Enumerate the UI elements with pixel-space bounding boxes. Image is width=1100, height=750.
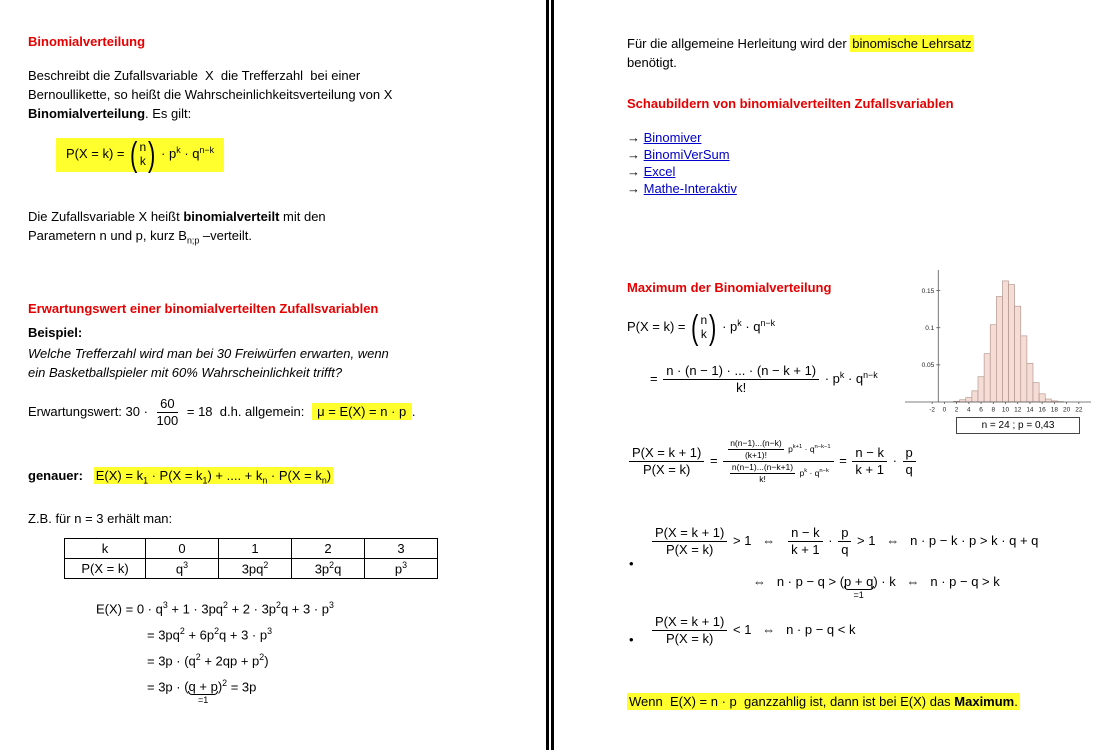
table-value-row: [65, 559, 438, 579]
chart-caption: n = 24 ; p = 0,43: [956, 417, 1080, 434]
binomial-histogram: [903, 266, 1093, 416]
table-header-cell: 0: [146, 539, 219, 559]
links-list: [627, 130, 737, 198]
table-cell: $q^3$: [146, 559, 219, 579]
svg-text:22: 22: [1075, 406, 1083, 414]
link-item: [627, 164, 737, 181]
table-header-cell: k: [65, 539, 146, 559]
section-title-schaubilder: Schaubildern von binomialverteilten Zufallsvariablen: [627, 96, 954, 111]
link-item: [627, 181, 737, 198]
table-cell: $p^3$: [365, 559, 438, 579]
decrease-condition-line: $\frac{P(X = k + 1)}{P(X = k)}$ < 1 ⇔ n · p − q < k: [650, 614, 855, 648]
bullet-icon: •: [629, 556, 634, 571]
svg-text:14: 14: [1026, 406, 1034, 414]
svg-text:18: 18: [1050, 406, 1059, 414]
pmf-formula-line-2: = $\frac{n \cdot (n - 1) \cdot ... \cdot (n - k + 1)}{k!}$ · $p^k \cdot q^{n-k}$: [650, 363, 878, 396]
derivation-line-1: $E(X) = 0 \cdot q^3 + 1 \cdot 3pq^2 + 2 \cdot 3p^2q + 3 \cdot p^3$: [96, 600, 334, 617]
svg-text:-2: -2: [929, 406, 936, 414]
svg-text:8: 8: [991, 406, 996, 414]
beispiel-label: Beispiel:: [28, 325, 83, 340]
svg-text:0.05: 0.05: [921, 362, 935, 370]
column-divider-right-rule: [551, 0, 554, 750]
bullet-icon: •: [629, 632, 634, 647]
increase-condition-line-1: $\frac{P(X = k + 1)}{P(X = k)}$ > 1 ⇔ $\frac{n - k}{k + 1}$ · $\frac{p}{q}$ > 1 ⇔ n · p − k · p > k · q + q: [650, 525, 1038, 559]
maximum-conclusion: Wenn E(X) = n · p ganzzahlig ist, dann ist bei E(X) das Maximum.: [629, 694, 1018, 709]
svg-text:0.1: 0.1: [925, 325, 935, 333]
svg-text:0.15: 0.15: [921, 287, 935, 295]
link-mathe-interaktiv[interactable]: Mathe-Interaktiv: [643, 181, 737, 196]
beispiel-question: Welche Trefferzahl wird man bei 30 Freiwürfen erwarten, wenn ein Basketballspieler mit 60% Wahrscheinlichkeit trifft?: [28, 346, 389, 380]
section-title-binomialverteilung: Binomialverteilung: [28, 34, 146, 49]
svg-text:20: 20: [1062, 406, 1071, 414]
link-excel[interactable]: Excel: [643, 164, 676, 179]
ratio-formula: $\frac{P(X = k + 1)}{P(X = k)}$ = $\frac{n(n-1)...(n-k)}{(k+1)!}$ $p^{k+1} \cdot q^{n-k-1}$ $\frac{n(n-1)...(n-k+1)}{k!}$ $p^k \cdot q^{n-k}$ = $\frac{n - k}{k + 1}$ · $\frac{p}{q}$: [627, 438, 918, 485]
arrow-icon: →: [627, 181, 640, 196]
derivation-line-3: = $3p \cdot (q^2 + 2qp + p^2)$: [147, 652, 269, 669]
arrow-icon: →: [627, 130, 640, 145]
section-title-erwartungswert: Erwartungswert einer binomialverteilten Zufallsvariablen: [28, 301, 379, 316]
genauer-label: genauer:: [28, 468, 83, 483]
link-item: [627, 147, 737, 164]
binomialverteilt-paragraph: Die Zufallsvariable X heißt binomialverteilt mit den Parametern n und p, kurz $B_{n;p}$ –verteilt.: [28, 209, 326, 246]
table-header-row: [65, 539, 438, 559]
section-title-maximum: Maximum der Binomialverteilung: [627, 280, 832, 295]
link-binomiversum[interactable]: BinomiVerSum: [643, 147, 730, 162]
erwartungswert-formula-line: Erwartungswert: 30 · $\frac{60}{100}$ = 18 d.h. allgemein: μ = E(X) = n · p .: [28, 396, 416, 429]
derivation-line-4: = 3p · (q + p) =1 $^2$ = 3p: [147, 678, 257, 706]
herleitung-paragraph: Für die allgemeine Herleitung wird der binomische Lehrsatz benötigt.: [627, 36, 972, 70]
svg-text:4: 4: [967, 406, 971, 414]
svg-text:2: 2: [954, 406, 959, 414]
arrow-icon: →: [627, 164, 640, 179]
table-header-cell: 2: [292, 539, 365, 559]
table-header-cell: 1: [219, 539, 292, 559]
genauer-formula: $E(X) = k_1 \cdot P(X = k_1)$ + .... + $k_n \cdot P(X = k_n)$: [95, 468, 332, 486]
column-divider-left-rule: [546, 0, 549, 750]
svg-text:16: 16: [1038, 406, 1046, 414]
table-header-cell: 3: [365, 539, 438, 559]
probability-table: [64, 538, 438, 579]
link-binomiver[interactable]: Binomiver: [643, 130, 702, 145]
increase-condition-line-2: ⇔ n · p − q > (p + q) =1 · k ⇔ n · p − q > k: [753, 574, 1000, 600]
table-cell: $3p^2q$: [292, 559, 365, 579]
table-cell: $3pq^2$: [219, 559, 292, 579]
svg-text:6: 6: [979, 406, 983, 414]
table-row-label: P(X = k): [65, 559, 146, 579]
derivation-line-2: = $3pq^2 + 6p^2q + 3 \cdot p^3$: [147, 626, 273, 643]
zb-line: Z.B. für n = 3 erhält man:: [28, 511, 173, 526]
intro-paragraph: Beschreibt die Zufallsvariable X die Trefferzahl bei einer Bernoullikette, so heißt die Wahrscheinlichkeitsverteilung von X Binomialverteilung. Es gilt:: [28, 68, 393, 121]
pmf-formula-line-1: P(X = k) = ( n k ) · $p^k \cdot q^{n-k}$: [627, 308, 775, 347]
arrow-icon: →: [627, 147, 640, 162]
genauer-line: [28, 468, 333, 486]
svg-text:10: 10: [1001, 406, 1010, 414]
svg-text:12: 12: [1014, 406, 1022, 414]
binomial-pmf-formula: P(X = k) = ( n k ) · $p^k \cdot q^{n-k}$: [56, 138, 224, 172]
svg-text:0: 0: [942, 406, 947, 414]
link-item: [627, 130, 737, 147]
